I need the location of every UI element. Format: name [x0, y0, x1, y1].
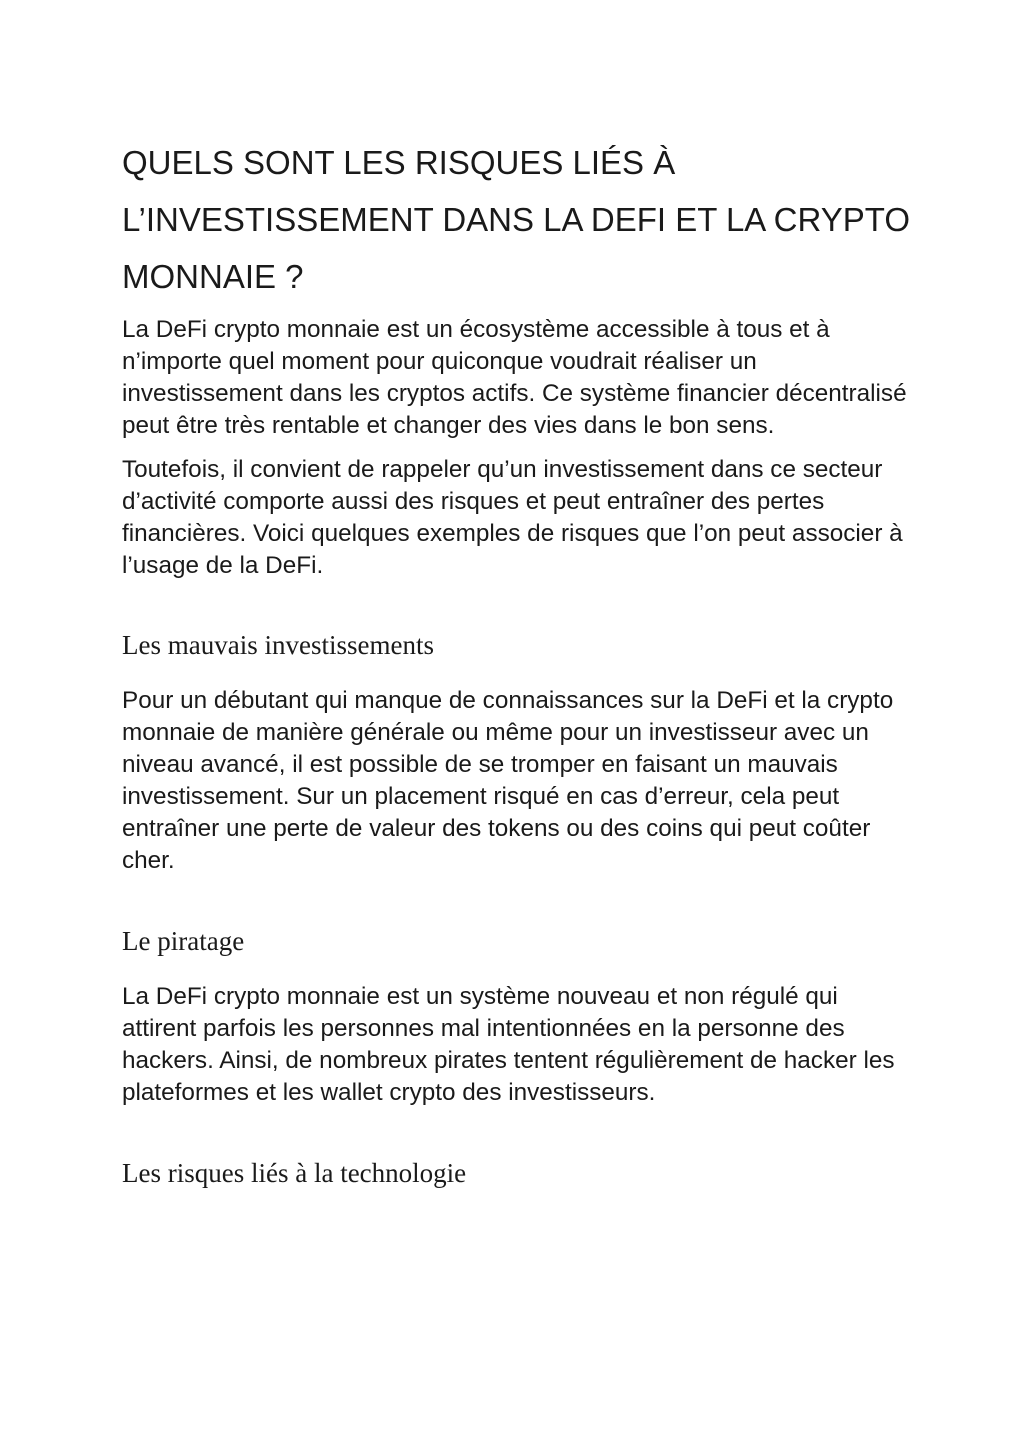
section-body-hacking: La DeFi crypto monnaie est un système nouveau et non régulé qui attirent parfois les personnes mal intentionnées en la personne des hackers. Ainsi, de nombreux pirates tentent régulièrement de hacker les plateformes et les wallet crypto des investisseurs.: [122, 983, 895, 1106]
section-heading-bad-investments: Les mauvais investissements: [122, 630, 434, 660]
section-heading-technology-risks: Les risques liés à la technologie: [122, 1158, 467, 1188]
section-heading-hacking: Le piratage: [122, 926, 245, 956]
intro-paragraph-1: La DeFi crypto monnaie est un écosystème accessible à tous et à n’importe quel moment pour quiconque voudrait réaliser un investissement dans les cryptos actifs. Ce système financier décentralisé peut être très rentable et changer des vies dans le bon sens.: [122, 316, 907, 439]
document-content: [122, 134, 912, 1189]
section-body-bad-investments: Pour un débutant qui manque de connaissances sur la DeFi et la crypto monnaie de manière générale ou même pour un investisseur avec un niveau avancé, il est possible de se tromper en faisant un mauvais investissement. Sur un placement risqué en cas d’erreur, cela peut entraîner une perte de valeur des tokens ou des coins qui peut coûter cher.: [122, 687, 894, 874]
page-title: QUELS SONT LES RISQUES LIÉS À L’INVESTISSEMENT DANS LA DEFI ET LA CRYPTO MONNAIE ?: [122, 144, 910, 295]
intro-paragraph-2: Toutefois, il convient de rappeler qu’un investissement dans ce secteur d’activité comporte aussi des risques et peut entraîner des pertes financières. Voici quelques exemples de risques que l’on peut associer à l’usage de la DeFi.: [122, 456, 903, 579]
